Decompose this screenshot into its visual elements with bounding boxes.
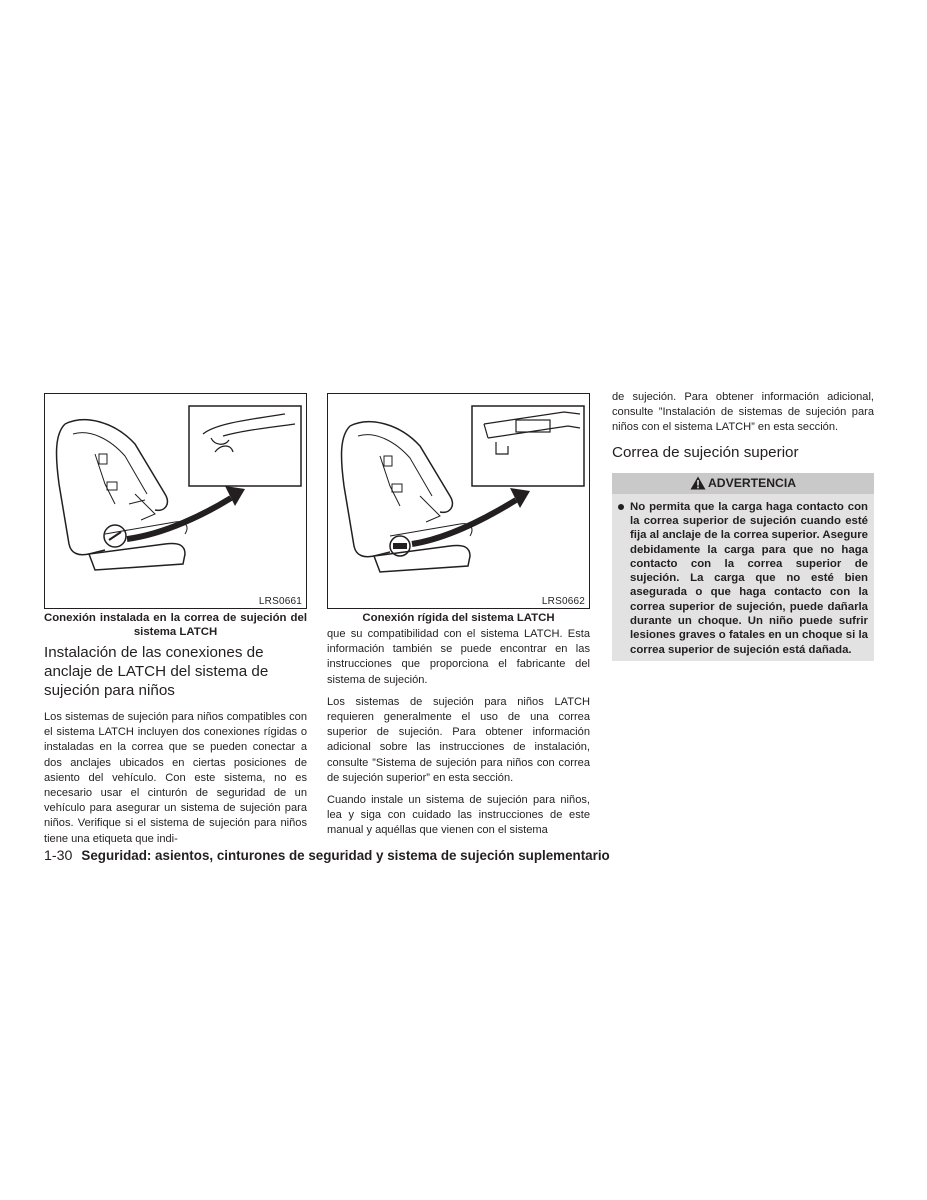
figure-latch-rigid (327, 393, 590, 609)
body-paragraph: Cuando instale un sistema de sujeción para niños, lea y siga con cuidado las instrucciones de este manual y aquéllas que vienen con el sistema (327, 794, 590, 837)
warning-item (618, 500, 868, 657)
seat-tether-illustration (45, 394, 306, 608)
figure-caption: Conexión instalada en la correa de sujeción del sistema LATCH (44, 612, 307, 638)
figure-caption: Conexión rígida del sistema LATCH (362, 612, 555, 624)
warning-text: No permita que la carga haga contacto con la correa superior de sujeción cuando esté fija al anclaje de la correa superior. Asegure debidamente la carga para que no haga contacto con la correa superior de sujeción. La carga que no esté bien asegurada o que haga contacto con la correa superior de sujeción, puede dañarla durante un choque. Un niño puede sufrir lesiones graves o fatales en un choque si la correa superior de sujeción está dañada. (630, 500, 868, 656)
body-paragraph: Los sistemas de sujeción para niños compatibles con el sistema LATCH incluyen dos conexiones rígidas o instaladas en la correa que se pueden conectar a dos anclajes ubicados en ciertas posiciones de asiento del vehículo. Con este sistema, no es necesario usar el cinturón de seguridad de un vehículo para asegurar un sistema de sujeción para niños. Verifique si el sistema de sujeción para niños tiene una etiqueta que indi- (44, 711, 307, 845)
warning-body (612, 494, 874, 661)
warning-header (612, 473, 874, 494)
body-paragraph: que su compatibilidad con el sistema LATCH. Esta información también se puede encontrar en las instrucciones que proporciona el fabricante del sistema de sujeción. (327, 628, 590, 686)
section-heading: Instalación de las conexiones de anclaje de LATCH del sistema de sujeción para niños (44, 644, 269, 699)
page-number: 1-30 (44, 848, 73, 864)
warning-box (612, 473, 874, 661)
figure-id: LRS0662 (541, 596, 585, 607)
bullet-icon (618, 504, 624, 510)
figure-id: LRS0661 (258, 596, 302, 607)
warning-triangle-icon (690, 476, 706, 490)
footer-title: Seguridad: asientos, cinturones de seguridad y sistema de sujeción suplementario (81, 848, 610, 863)
seat-rigid-illustration (328, 394, 589, 608)
section-heading: Correa de sujeción superior (612, 443, 799, 461)
body-paragraph: Los sistemas de sujeción para niños LATCH requieren generalmente el uso de una correa superior de sujeción. Para obtener información adicional sobre las instrucciones de instalación, consulte ”Sistema de sujeción para niños con correa de sujeción superior” en esta sección. (327, 695, 590, 784)
body-paragraph: de sujeción. Para obtener información adicional, consulte ”Instalación de sistemas de sujeción para niños con el sistema LATCH” en esta sección. (612, 391, 874, 434)
page-footer (44, 848, 610, 864)
warning-title: ADVERTENCIA (707, 476, 797, 491)
figure-latch-tether (44, 393, 307, 609)
